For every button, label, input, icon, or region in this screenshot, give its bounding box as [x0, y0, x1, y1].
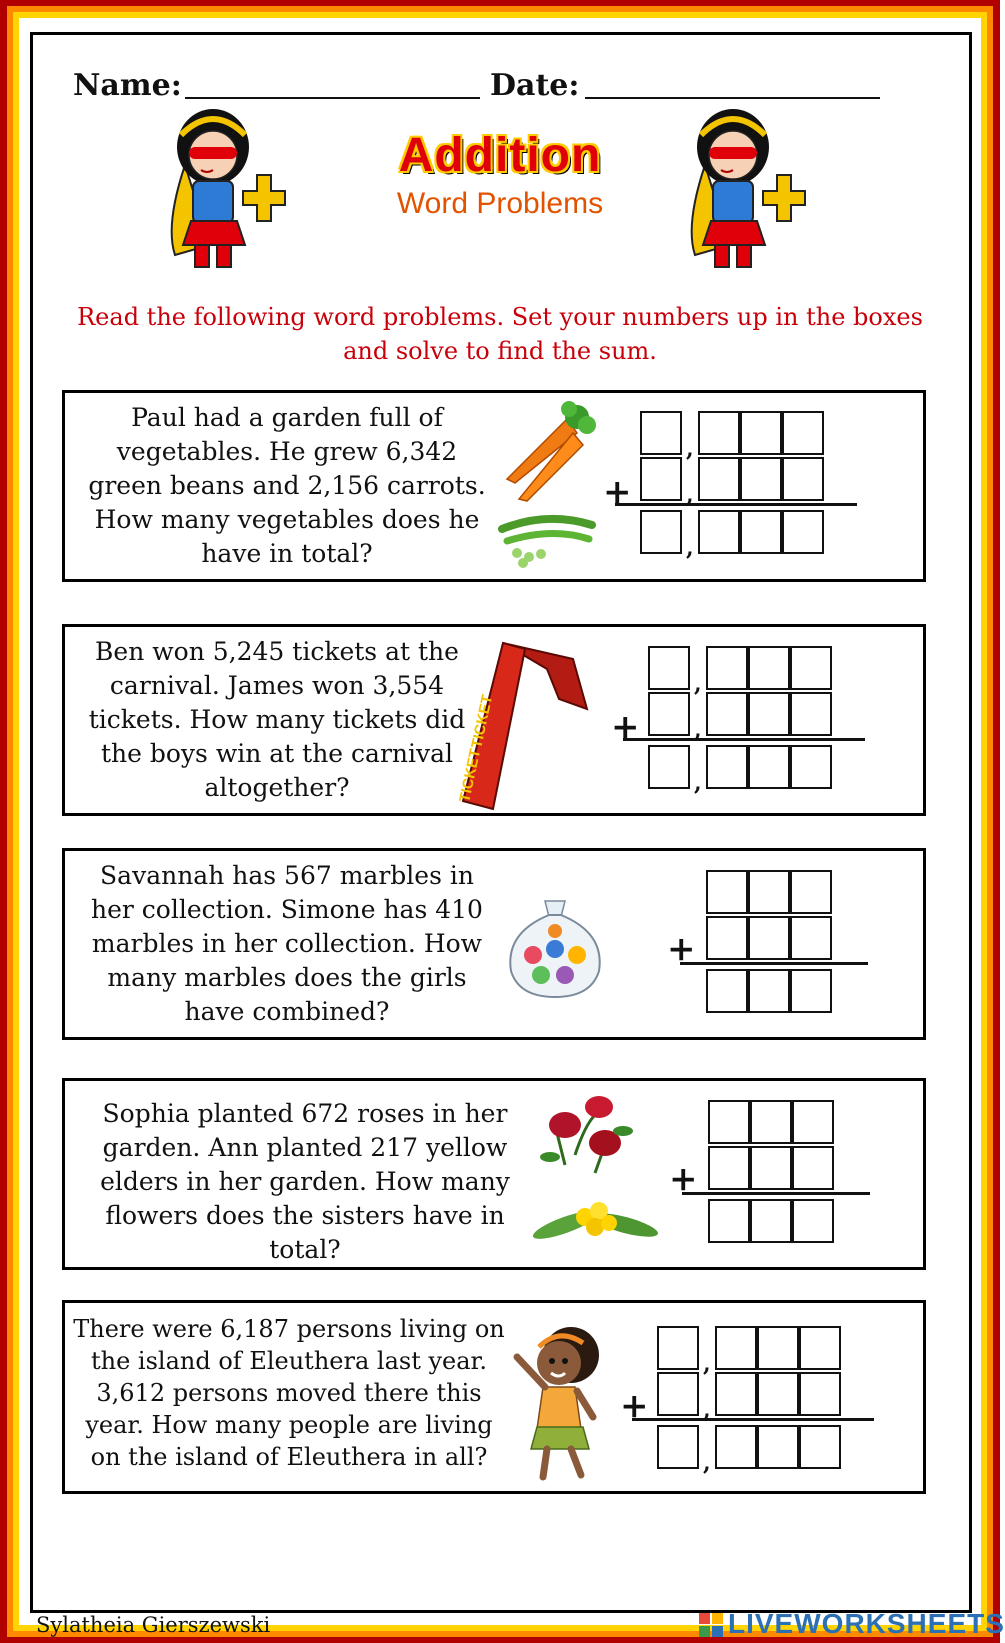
answer-box[interactable]	[782, 411, 824, 455]
instructions: Read the following word problems. Set your numbers up in the boxes and solve to find the sum.	[77, 303, 923, 365]
answer-box[interactable]	[790, 646, 832, 690]
answer-box[interactable]	[708, 1199, 750, 1243]
answer-box[interactable]	[706, 916, 748, 960]
name-label: Name:	[73, 68, 182, 103]
ticket-text: TICKET	[468, 693, 497, 750]
sum-line	[632, 1418, 874, 1421]
answer-box[interactable]	[799, 1425, 841, 1469]
answer-box[interactable]	[657, 1326, 699, 1370]
answer-box[interactable]	[698, 411, 740, 455]
plus-sign: +	[620, 1386, 649, 1426]
comma: ,	[686, 436, 694, 462]
ticket-roll-icon	[456, 639, 593, 809]
carrots-and-green-beans-icon	[497, 399, 597, 579]
title-main: Addition	[398, 129, 602, 182]
comma: ,	[703, 1351, 711, 1377]
answer-box[interactable]	[750, 1146, 792, 1190]
answer-box[interactable]	[750, 1199, 792, 1243]
answer-box[interactable]	[657, 1372, 699, 1416]
answer-box[interactable]	[748, 692, 790, 736]
answer-box[interactable]	[757, 1326, 799, 1370]
date-label: Date:	[490, 68, 580, 103]
comma: ,	[703, 1450, 711, 1476]
answer-box[interactable]	[715, 1326, 757, 1370]
sum-line	[623, 738, 865, 741]
problem-2-text: Ben won 5,245 tickets at the carnival. James won 3,554 tickets. How many tickets did the boys win at the carnival altogether?	[88, 637, 466, 802]
answer-box[interactable]	[698, 457, 740, 501]
answer-box[interactable]	[657, 1425, 699, 1469]
answer-box[interactable]	[748, 916, 790, 960]
date-line[interactable]	[585, 97, 880, 99]
answer-box[interactable]	[740, 510, 782, 554]
problem-4-text: Sophia planted 672 roses in her garden. Ann planted 217 yellow elders in her garden. How many flowers does the sisters have in total?	[100, 1099, 510, 1264]
answer-box[interactable]	[706, 969, 748, 1013]
answer-box[interactable]	[648, 646, 690, 690]
answer-box[interactable]	[740, 411, 782, 455]
waving-girl-icon	[497, 1317, 607, 1487]
comma: ,	[694, 717, 702, 743]
answer-box[interactable]	[706, 745, 748, 789]
answer-box[interactable]	[708, 1146, 750, 1190]
plus-sign: +	[603, 472, 632, 512]
answer-box[interactable]	[640, 411, 682, 455]
answer-box[interactable]	[748, 745, 790, 789]
ticket-text: TICKET	[456, 747, 485, 804]
answer-box[interactable]	[799, 1372, 841, 1416]
answer-box[interactable]	[790, 969, 832, 1013]
answer-box[interactable]	[757, 1372, 799, 1416]
answer-box[interactable]	[698, 510, 740, 554]
answer-box[interactable]	[799, 1326, 841, 1370]
answer-box[interactable]	[708, 1100, 750, 1144]
sum-line	[682, 1192, 870, 1195]
liveworksheets-logo-icon	[698, 1612, 724, 1638]
superhero-girl-left-icon	[155, 105, 285, 275]
answer-box[interactable]	[748, 646, 790, 690]
answer-box[interactable]	[648, 692, 690, 736]
liveworksheets-brand[interactable]: LIVEWORKSHEETS	[728, 1608, 1005, 1639]
answer-box[interactable]	[740, 457, 782, 501]
answer-box[interactable]	[640, 510, 682, 554]
plus-sign: +	[669, 1159, 698, 1199]
superhero-girl-right-icon	[675, 105, 805, 275]
roses-and-yellow-elders-icon	[535, 1085, 655, 1265]
title-sub: Word Problems	[396, 187, 604, 220]
name-line[interactable]	[185, 97, 480, 99]
answer-box[interactable]	[715, 1372, 757, 1416]
answer-box[interactable]	[792, 1100, 834, 1144]
title-block	[330, 128, 670, 221]
sum-line	[615, 503, 857, 506]
problem-1-text: Paul had a garden full of vegetables. He grew 6,342 green beans and 2,156 carrots. How many vegetables does he have in total?	[88, 403, 486, 568]
bag-of-marbles-icon	[505, 893, 605, 1003]
plus-sign: +	[611, 707, 640, 747]
sum-line	[680, 962, 868, 965]
answer-box[interactable]	[790, 745, 832, 789]
answer-box[interactable]	[790, 870, 832, 914]
answer-box[interactable]	[706, 692, 748, 736]
answer-box[interactable]	[750, 1100, 792, 1144]
answer-box[interactable]	[748, 969, 790, 1013]
answer-box[interactable]	[648, 745, 690, 789]
comma: ,	[694, 671, 702, 697]
answer-box[interactable]	[792, 1199, 834, 1243]
answer-box[interactable]	[757, 1425, 799, 1469]
answer-box[interactable]	[640, 457, 682, 501]
answer-box[interactable]	[790, 916, 832, 960]
author-credit: Sylatheia Gierszewski	[36, 1613, 271, 1637]
answer-box[interactable]	[782, 457, 824, 501]
problem-3-text: Savannah has 567 marbles in her collection. Simone has 410 marbles in her collection. How many marbles does the girls have combined?	[91, 861, 483, 1026]
problem-5-text: There were 6,187 persons living on the island of Eleuthera last year. 3,612 persons moved there this year. How many people are living on the island of Eleuthera in all?	[73, 1315, 505, 1471]
answer-box[interactable]	[790, 692, 832, 736]
comma: ,	[694, 770, 702, 796]
answer-box[interactable]	[792, 1146, 834, 1190]
comma: ,	[686, 535, 694, 561]
answer-box[interactable]	[706, 870, 748, 914]
answer-box[interactable]	[715, 1425, 757, 1469]
answer-box[interactable]	[748, 870, 790, 914]
comma: ,	[686, 482, 694, 508]
plus-sign: +	[667, 929, 696, 969]
comma: ,	[703, 1397, 711, 1423]
answer-box[interactable]	[706, 646, 748, 690]
answer-box[interactable]	[782, 510, 824, 554]
